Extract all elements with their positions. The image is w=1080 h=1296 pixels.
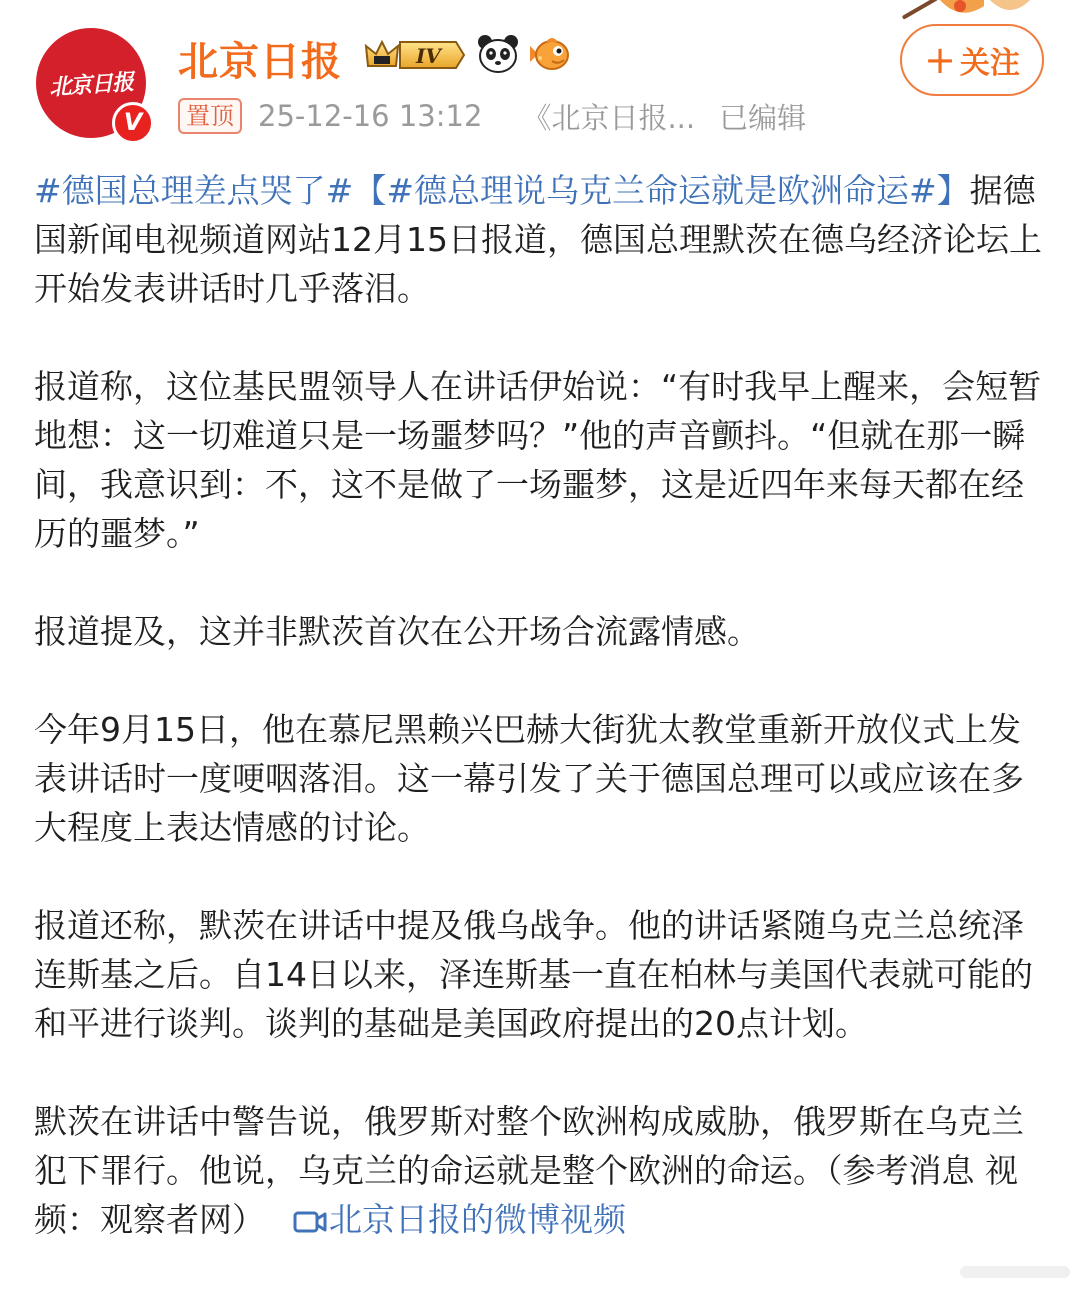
fish-icon — [526, 34, 572, 76]
post-timestamp: 25-12-16 13:12 — [258, 99, 483, 133]
topic-hashtag-link[interactable]: #德国总理差点哭了# — [34, 171, 354, 210]
paragraph-text: 报道提及，这并非默茨首次在公开场合流露情感。 — [34, 612, 760, 651]
post-source[interactable]: 《北京日报... — [522, 100, 696, 135]
video-link-label: 北京日报的微博视频 — [329, 1200, 626, 1239]
crown-vip-badge-icon[interactable] — [362, 36, 466, 74]
edited-label[interactable]: 已编辑 — [719, 100, 807, 135]
watermark-shape — [960, 1260, 1070, 1284]
post-body — [34, 166, 1048, 1244]
paragraph-text: 报道称，这位基民盟领导人在讲话伊始说：“有时我早上醒来，会短暂地想：这一切难道只是一场噩梦吗？”他的声音颤抖。“但就在那一瞬间，我意识到：不，这不是做了一场噩梦，这是近四年来每天都在经历的噩梦。” — [34, 367, 1042, 553]
paragraph-text: 报道还称，默茨在讲话中提及俄乌战争。他的讲话紧随乌克兰总统泽连斯基之后。自14日以来，泽连斯基一直在柏林与美国代表就可能的和平进行谈判。谈判的基础是美国政府提出的20点计划。 — [34, 906, 1033, 1043]
follow-label: 关注 — [959, 46, 1020, 81]
paragraph-text: 默茨在讲话中警告说，俄罗斯对整个欧洲构成威胁，俄罗斯在乌克兰犯下罪行。他说，乌克兰的命运就是整个欧洲的命运。（参考消息 视频：观察者网） — [34, 1102, 1024, 1239]
pinned-tag: 置顶 — [178, 98, 242, 134]
paragraph-text: 据德国新闻电视频道网站12月15日报道，德国总理默茨在德乌经济论坛上开始发表讲话时几乎落泪。 — [34, 171, 1042, 308]
post-header — [0, 0, 1080, 150]
verified-v-icon: V — [112, 102, 154, 144]
post-meta — [178, 96, 806, 136]
paragraph-text: 今年9月15日，他在慕尼黑赖兴巴赫大街犹太教堂重新开放仪式上发表讲话时一度哽咽落泪。这一幕引发了关于德国总理可以或应该在多大程度上表达情感的讨论。 — [34, 710, 1024, 847]
follow-button[interactable] — [900, 24, 1044, 96]
vip-level-text: IV — [416, 44, 441, 68]
paragraph-topics — [34, 166, 1048, 313]
video-link[interactable] — [265, 1200, 626, 1239]
video-camera-icon — [293, 1209, 327, 1235]
account-name[interactable]: 北京日报 — [178, 39, 342, 85]
plus-icon: + — [924, 38, 956, 82]
panda-icon — [476, 32, 520, 76]
paragraph-last — [34, 1097, 1048, 1244]
avatar-logo-text: 北京日报 — [48, 68, 134, 101]
topic-hashtag-link[interactable]: 【#德总理说乌克兰命运就是欧洲命运#】 — [353, 171, 970, 210]
